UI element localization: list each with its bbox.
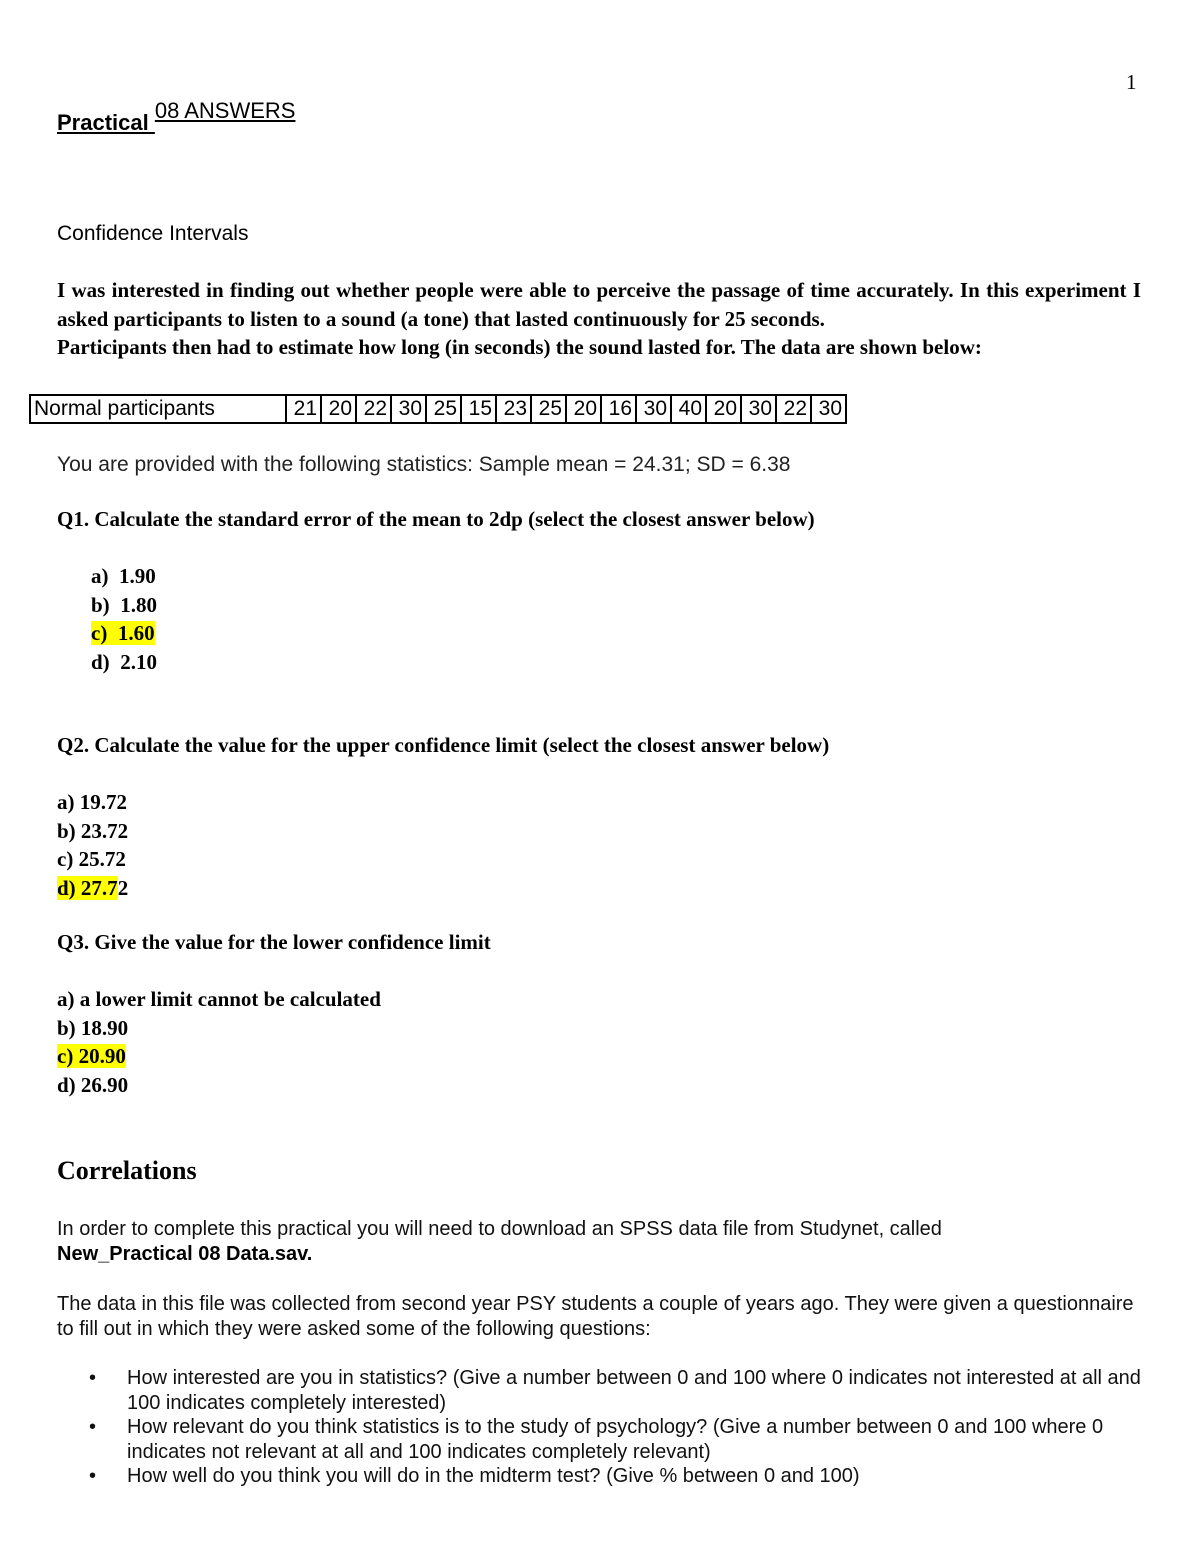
list-item-answer: d) 27.72 (57, 875, 129, 900)
question-2-options (57, 788, 128, 902)
table-cell: 25 (426, 395, 461, 423)
question-3-options (57, 985, 381, 1099)
list-item: d) 26.90 (57, 1072, 129, 1097)
list-item: b) 18.90 (57, 1015, 129, 1040)
title-part-2: 08 ANSWERS (154, 98, 296, 123)
instructions-text: In order to complete this practical you will need to download an SPSS data file from Studynet, called (57, 1218, 942, 1240)
table-row-label: Normal participants (30, 395, 286, 423)
table-cell: 22 (356, 395, 391, 423)
table-cell: 25 (531, 395, 566, 423)
table-cell: 20 (706, 395, 741, 423)
intro-line-1: I was interested in finding out whether people were able to perceive the passage of time accurately. In this experiment I asked participants to listen to a sound (a tone) that lasted continuously for 25 seconds. (57, 278, 1141, 331)
question-list (57, 1366, 1147, 1489)
table-cell: 40 (671, 395, 706, 423)
table-cell: 30 (741, 395, 776, 423)
table-cell: 30 (811, 395, 846, 423)
page-title (57, 98, 295, 136)
list-item-answer: c) 1.60 (91, 621, 155, 645)
list-item: a) a lower limit cannot be calculated (57, 987, 381, 1011)
table-cell: 22 (776, 395, 811, 423)
table-cell: 15 (461, 395, 496, 423)
instructions-paragraph (57, 1217, 1147, 1267)
page-number: 1 (1126, 70, 1137, 94)
list-item: • How relevant do you think statistics is to the study of psychology? (Give a number between 0 and 100 where 0 indicates not relevant at all and 100 indicates completely relevant) (89, 1416, 1104, 1463)
question-2: Q2. Calculate the value for the upper confidence limit (select the closest answer below) (57, 733, 830, 757)
list-item: • How well do you think you will do in the midterm test? (Give % between 0 and 100) (89, 1465, 860, 1487)
data-table (29, 394, 847, 424)
bullet-icon: • (89, 1367, 97, 1389)
list-item: b) 23.72 (57, 818, 129, 843)
bullet-icon: • (89, 1416, 97, 1438)
table-cell: 30 (391, 395, 426, 423)
intro-line-2: Participants then had to estimate how long (in seconds) the sound lasted for. The data are shown below: (57, 335, 982, 359)
table-cell: 23 (496, 395, 531, 423)
list-item: c) 25.72 (57, 847, 126, 871)
list-item: a) 1.90 (91, 564, 156, 588)
bullet-icon: • (89, 1465, 97, 1487)
list-item-answer: c) 20.90 (57, 1044, 126, 1068)
statistics-text: You are provided with the following statistics: Sample mean = 24.31; SD = 6.38 (57, 453, 791, 476)
data-description-paragraph: The data in this file was collected from second year PSY students a couple of years ago. They were given a questionnaire to fill out in which they were asked some of the following questions: (57, 1293, 1134, 1340)
table-cell: 30 (636, 395, 671, 423)
table-cell: 16 (601, 395, 636, 423)
question-1: Q1. Calculate the standard error of the mean to 2dp (select the closest answer below) (57, 507, 815, 531)
question-1-options (91, 562, 157, 676)
question-3: Q3. Give the value for the lower confidence limit (57, 930, 491, 954)
table-cell: 20 (321, 395, 356, 423)
table-row (30, 395, 846, 423)
list-item: d) 2.10 (91, 649, 157, 674)
table-cell: 21 (286, 395, 321, 423)
list-item: a) 19.72 (57, 790, 127, 814)
intro-paragraph (57, 276, 1141, 362)
title-part-1: Practical (57, 110, 155, 135)
list-item: • How interested are you in statistics? (Give a number between 0 and 100 where 0 indicates not interested at all and 100 indicates completely interested) (89, 1367, 1141, 1414)
section-heading-correlations: Correlations (57, 1156, 197, 1185)
section-heading-confidence-intervals: Confidence Intervals (57, 222, 249, 245)
table-cell: 20 (566, 395, 601, 423)
list-item: b) 1.80 (91, 592, 157, 617)
data-file-name: New_Practical 08 Data.sav. (57, 1243, 313, 1265)
